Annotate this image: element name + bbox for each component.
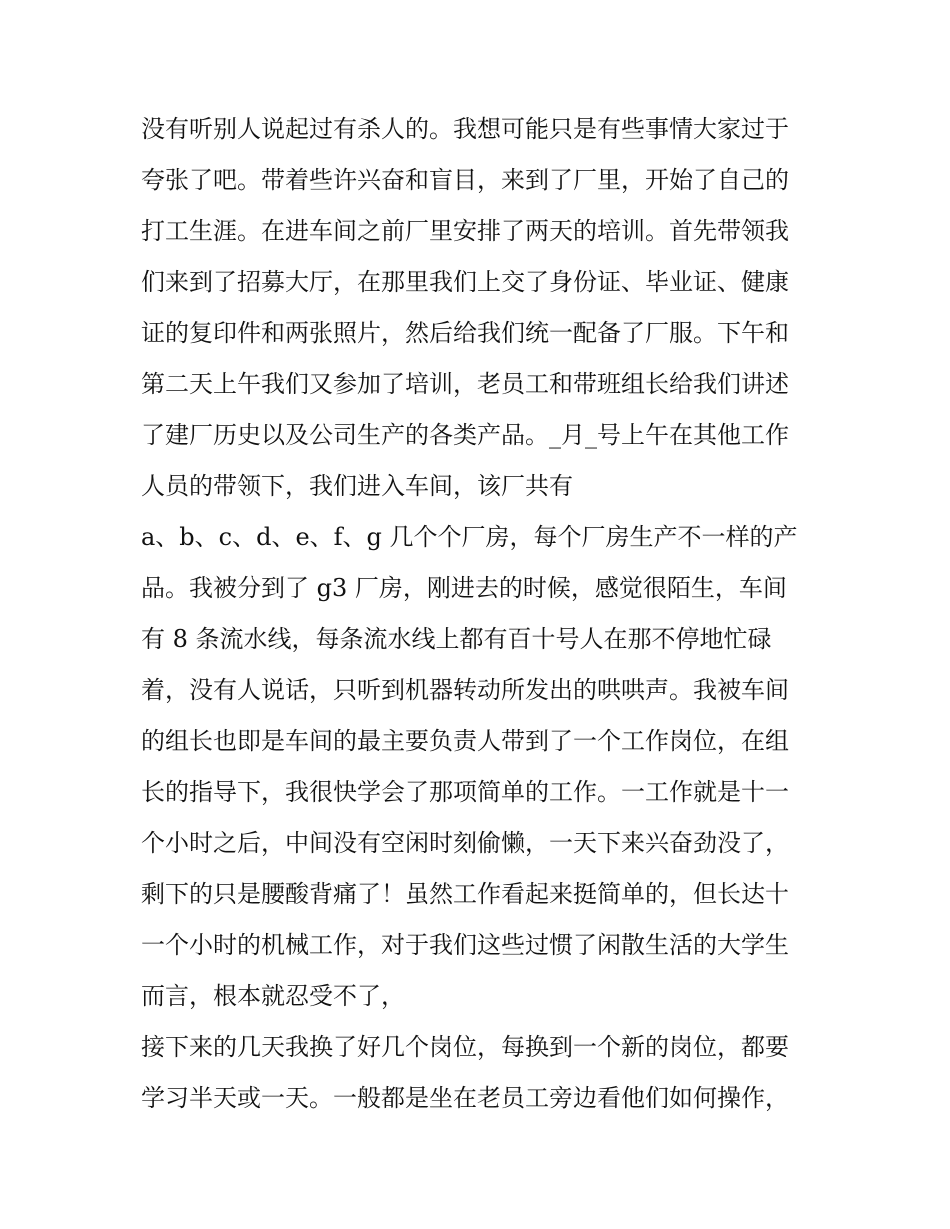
text-line-1: 没有听别人说起过有杀人的。我想可能只是有些事情大家过于 (141, 115, 789, 143)
text-line-3: 打工生涯。在进车间之前厂里安排了两天的培训。首先带领我 (141, 217, 789, 245)
body-text (141, 104, 821, 1124)
text-line-13: 的组长也即是车间的最主要负责人带到了一个工作岗位，在组 (141, 727, 789, 755)
text-line-8: 人员的带领下，我们进入车间，该厂共有 (141, 472, 573, 500)
text-line-12: 着，没有人说话，只听到机器转动所发出的哄哄声。我被车间 (141, 676, 789, 704)
text-line-10: 品。我被分到了 g3 厂房，刚进去的时候，感觉很陌生，车间 (141, 574, 787, 602)
text-line-18: 而言，根本就忍受不了， (141, 982, 405, 1010)
text-line-4: 们来到了招募大厅，在那里我们上交了身份证、毕业证、健康 (141, 268, 789, 296)
text-line-9: a、b、c、d、e、f、g 几个个厂房，每个厂房生产不一样的产 (141, 523, 798, 551)
text-line-5: 证的复印件和两张照片，然后给我们统一配备了厂服。下午和 (141, 319, 789, 347)
text-line-19: 接下来的几天我换了好几个岗位，每换到一个新的岗位，都要 (141, 1033, 789, 1061)
text-line-14: 长的指导下，我很快学会了那项简单的工作。一工作就是十一 (141, 778, 789, 806)
text-line-15: 个小时之后，中间没有空闲时刻偷懒，一天下来兴奋劲没了， (141, 829, 789, 857)
text-line-7: 了建厂历史以及公司生产的各类产品。_月_号上午在其他工作 (141, 421, 789, 449)
text-line-6: 第二天上午我们又参加了培训，老员工和带班组长给我们讲述 (141, 370, 789, 398)
text-line-2: 夸张了吧。带着些许兴奋和盲目，来到了厂里，开始了自己的 (141, 166, 789, 194)
text-line-20: 学习半天或一天。一般都是坐在老员工旁边看他们如何操作， (141, 1084, 789, 1112)
text-line-11: 有 8 条流水线，每条流水线上都有百十号人在那不停地忙碌 (141, 625, 772, 653)
text-line-16: 剩下的只是腰酸背痛了！虽然工作看起来挺简单的，但长达十 (141, 880, 789, 908)
text-line-17: 一个小时的机械工作，对于我们这些过惯了闲散生活的大学生 (141, 931, 789, 959)
